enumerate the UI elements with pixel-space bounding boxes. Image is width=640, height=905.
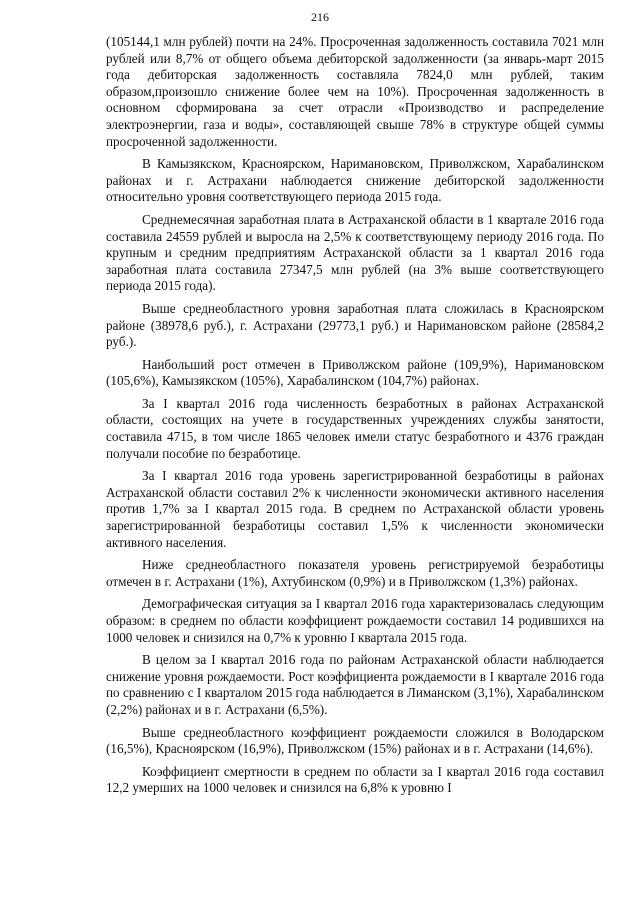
paragraph-6: За I квартал 2016 года численность безработных в районах Астраханской области, состоящих на учете в государственных учреждениях службы занятости, составила 4715, в том числе 1865 человек имели статус безработного и 4376 граждан получали пособие по безработице. [106,395,604,461]
paragraph-7: За I квартал 2016 года уровень зарегистрированной безработицы в районах Астраханской области составил 2% к численности экономически активного населения против 1,7% за I квартал 2015 года. В среднем по Астраханской области уровень зарегистрированной безработицы составил 1,5% к численности экономически активного населения. [106,468,604,550]
paragraph-1: (105144,1 млн рублей) почти на 24%. Просроченная задолженность составила 7021 млн рублей или 8,7% от общего объема дебиторской задолженности (за январь-март 2015 года дебиторская задолженность составляла 7824,0 млн рублей, таким образом,произошло снижение более чем на 10%). Просроченная задолженность в основном сформирована за счет отрасли «Производство и распределение электроэнергии, газа и воды», составляющей свыше 78% в структуре общей суммы просроченной задолженности. [106,34,604,149]
paragraph-10: В целом за I квартал 2016 года по районам Астраханской области наблюдается снижение уровня рождаемости. Рост коэффициента рождаемости в I квартале 2016 года по сравнению с I кварталом 2015 года наблюдается в Лиманском (3,1%), Харабалинском (2,2%) районах и в г. Астрахани (6,5%). [106,652,604,717]
paragraph-3: Среднемесячная заработная плата в Астраханской области в 1 квартале 2016 года составила 24559 рублей и выросла на 2,5% к соответствующему периоду 2016 года. По крупным и средним предприятиям Астраханской области за 1 квартал 2016 года заработная плата составила 27347,5 млн рублей (на 3% выше соответствующего периода 2015 года). [106,211,604,294]
paragraph-5: Наибольший рост отмечен в Приволжском районе (109,9%), Наримановском (105,6%), Камызякском (105%), Харабалинском (104,7%) районах. [106,356,604,389]
paragraph-2: В Камызякском, Красноярском, Наримановском, Приволжском, Харабалинском районах и г. Астрахани наблюдается снижение дебиторской задолженности относительно уровня соответствующего периода 2015 года. [106,156,604,205]
paragraph-4: Выше среднеобластного уровня заработная плата сложилась в Красноярском районе (38978,6 руб.), г. Астрахани (29773,1 руб.) и Наримановском районе (28584,2 руб.). [106,300,604,350]
paragraph-11: Выше среднеобластного коэффициент рождаемости сложился в Володарском (16,5%), Красноярском (16,9%), Приволжском (15%) районах и в г. Астрахани (14,6%). [106,724,604,757]
paragraph-12: Коэффициент смертности в среднем по области за I квартал 2016 года составил 12,2 умерших на 1000 человек и снизился на 6,8% к уровню I [106,763,604,796]
paragraph-8: Ниже среднеобластного показателя уровень регистрируемой безработицы отмечен в г. Астрахани (1%), Ахтубинском (0,9%) и в Приволжском (1,3%) районах. [106,557,604,589]
body-text [106,34,604,803]
page-number: 216 [311,10,329,24]
paragraph-9: Демографическая ситуация за I квартал 2016 года характеризовалась следующим образом: в среднем по области коэффициент рождаемости составил 14 родившихся на 1000 человек и снизился на 0,7% к уровню I квартала 2015 года. [106,596,604,645]
